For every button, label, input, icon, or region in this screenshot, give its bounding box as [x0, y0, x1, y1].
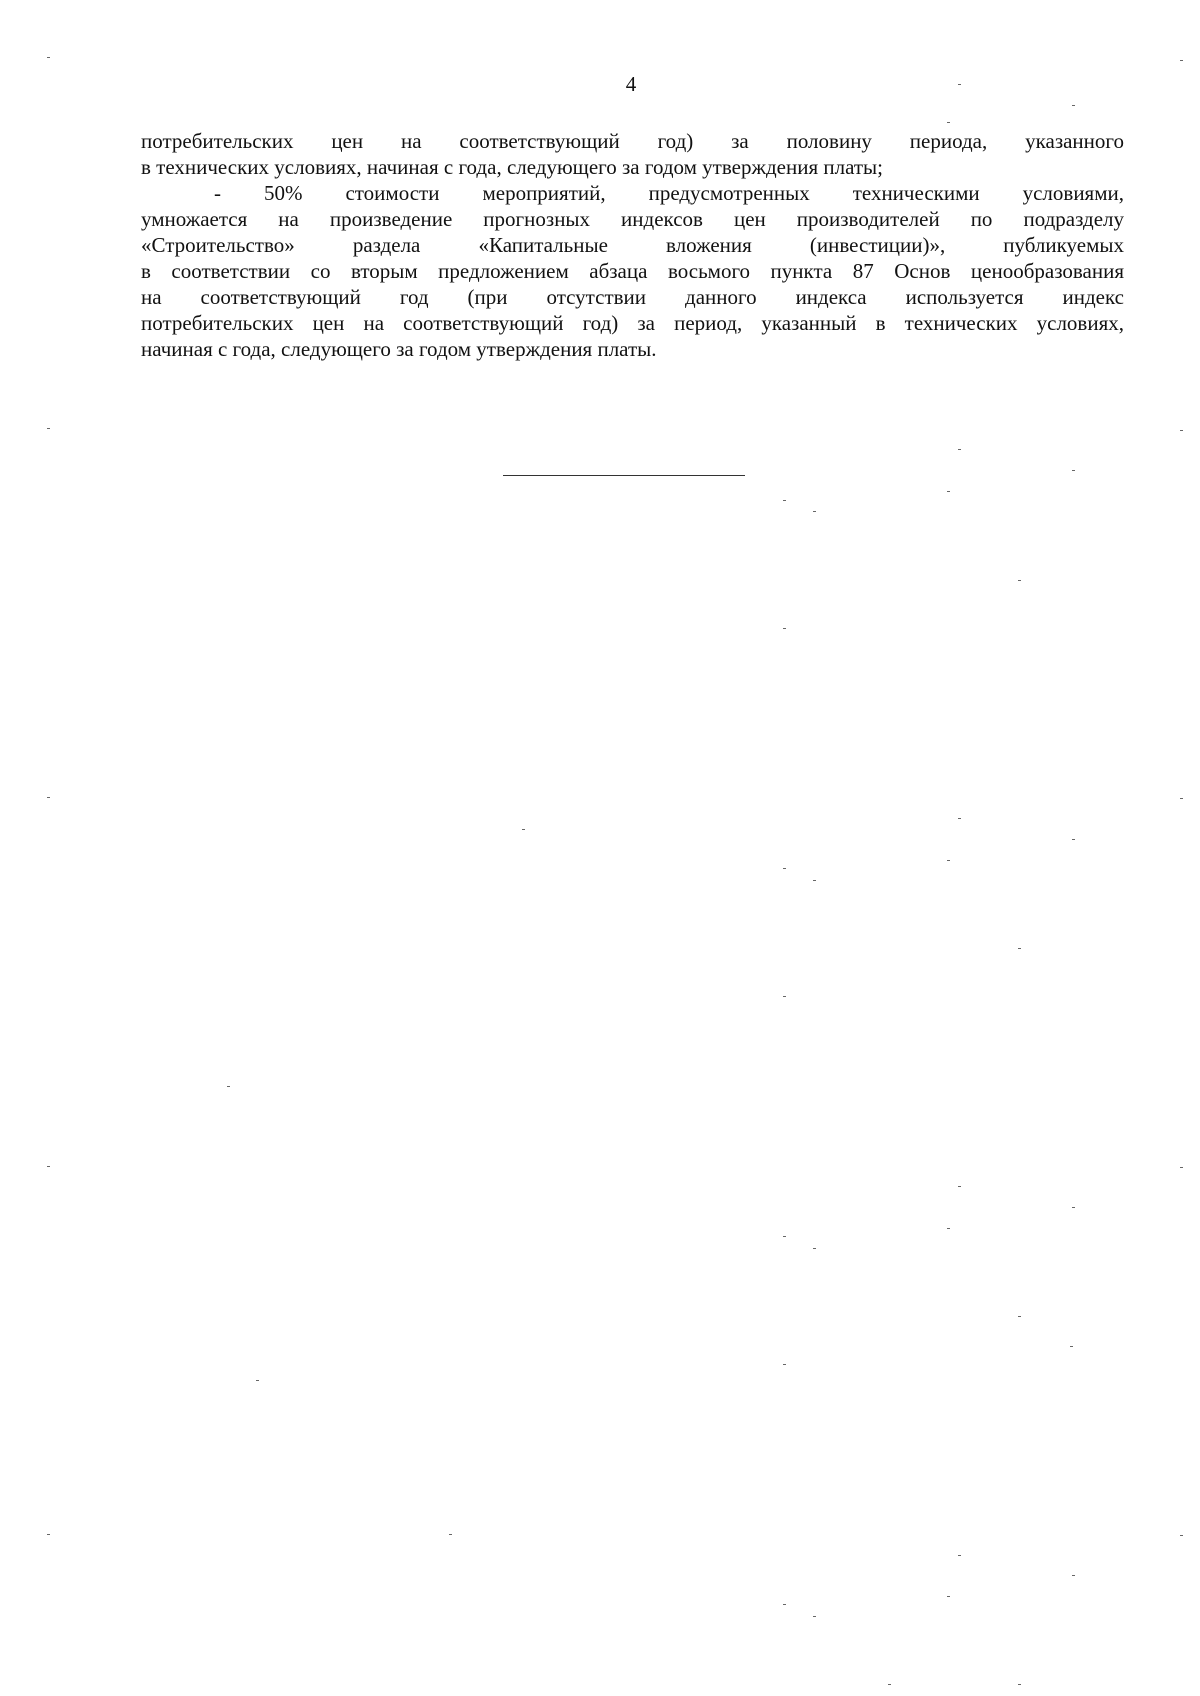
- text-line: в соответствии со вторым предложением абзаца восьмого пункта 87 Основ ценообразования: [141, 259, 1124, 283]
- text-line: начиная с года, следующего за годом утверждения платы.: [141, 337, 657, 361]
- text-line: в технических условиях, начиная с года, следующего за годом утверждения платы;: [141, 155, 883, 179]
- page-number: 4: [625, 72, 637, 96]
- text-line: на соответствующий год (при отсутствии данного индекса используется индекс: [141, 285, 1124, 309]
- paragraph-continuation: [141, 128, 1124, 180]
- text-line: умножается на произведение прогнозных индексов цен производителей по подразделу: [141, 207, 1124, 231]
- text-line: - 50% стоимости мероприятий, предусмотренных техническими условиями,: [214, 181, 1124, 205]
- paragraph-list-item: [141, 180, 1124, 362]
- document-body: [141, 128, 1124, 362]
- text-line: «Строительство» раздела «Капитальные вложения (инвестиции)», публикуемых: [141, 233, 1124, 257]
- text-line: потребительских цен на соответствующий год) за половину периода, указанного: [141, 129, 1124, 153]
- end-separator-line: [503, 475, 745, 476]
- text-line: потребительских цен на соответствующий год) за период, указанный в технических условиях,: [141, 311, 1124, 335]
